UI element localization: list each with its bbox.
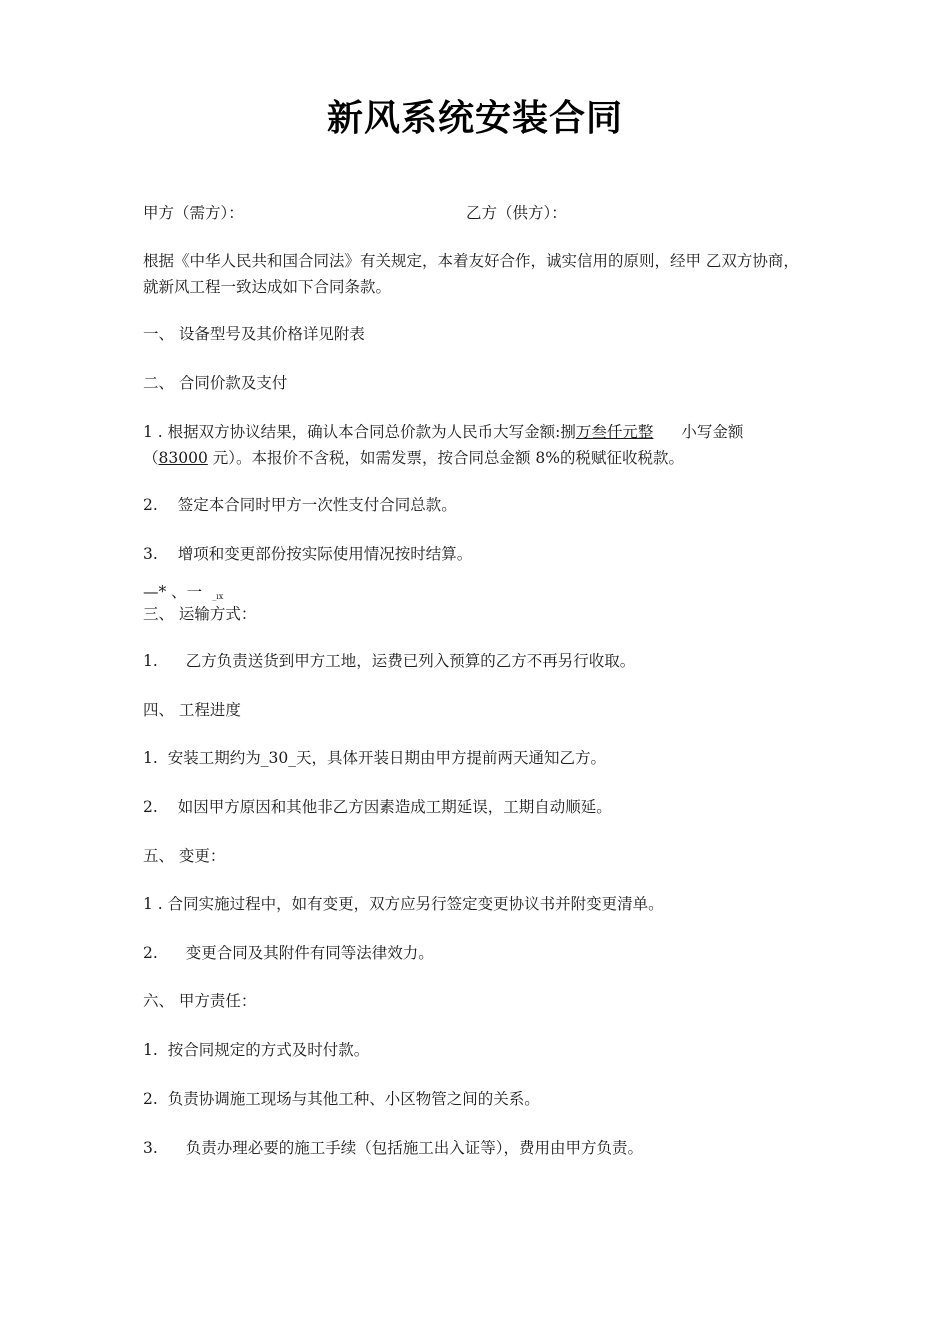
clause-4-1 — [143, 745, 606, 771]
clause-2-1-tail: 元）。本报价不含税，如需发票，按合同总金额 8%的税赋征收税款。 — [207, 449, 685, 467]
clause-3-1 — [143, 648, 635, 674]
clause-number: 1. — [143, 1041, 158, 1059]
section-5-heading: 五、 变更： — [143, 847, 226, 865]
intro-paragraph: 根据《中华人民共和国合同法》有关规定，本着友好合作，诚实信用的原则，经甲 乙双方协商，就新风工程一致达成如下合同条款。 — [143, 252, 799, 296]
clause-number: 2. — [143, 944, 158, 962]
party-b-label: 乙方（供方）： — [466, 204, 567, 222]
party-a-label: 甲方（需方）： — [143, 204, 244, 222]
clause-text: 变更合同及其附件有同等法律效力。 — [185, 944, 434, 962]
clause-6-2 — [143, 1086, 540, 1112]
artifact-text: —* 、一 — [143, 583, 203, 601]
section-3-heading: 三、 运输方式： — [143, 605, 257, 623]
amount-cn-lead: 捌 — [560, 423, 576, 441]
clause-number: 3. — [143, 545, 158, 563]
section-6-heading: 六、 甲方责任： — [143, 992, 257, 1010]
clause-6-1 — [143, 1037, 369, 1063]
clause-number: 2. — [143, 1090, 158, 1108]
clause-number: 3. — [143, 1139, 158, 1157]
clause-4-2 — [143, 794, 612, 820]
clause-2-3 — [143, 541, 472, 567]
clause-text: 乙方负责送货到甲方工地，运费已列入预算的乙方不再另行收取。 — [185, 652, 636, 670]
clause-text: 按合同规定的方式及时付款。 — [167, 1041, 370, 1059]
clause-number: 2. — [143, 496, 158, 514]
clause-number: 2. — [143, 798, 158, 816]
section-2-heading: 二、 合同价款及支付 — [143, 374, 288, 392]
clause-number: 1. — [143, 652, 158, 670]
artifact-small-text: _ıx — [212, 592, 224, 601]
clause-text: 如因甲方原因和其他非乙方因素造成工期延误，工期自动顺延。 — [177, 798, 612, 816]
clause-6-3 — [143, 1135, 643, 1161]
section-1-heading: 一、 设备型号及其价格详见附表 — [143, 325, 365, 343]
clause-2-1-text: 1 . 根据双方协议结果，确认本合同总价款为人民币大写金额: — [143, 423, 561, 441]
clause-5-1: 1 . 合同实施过程中，如有变更，双方应另行签定变更协议书并附变更清单。 — [143, 895, 664, 913]
small-amount-label: 小写金额 — [681, 423, 744, 441]
clause-text: 负责协调施工现场与其他工种、小区物管之间的关系。 — [167, 1090, 540, 1108]
amount-in-numbers: 83000 — [158, 449, 208, 467]
amount-in-words: 万叁仟元整 — [575, 423, 654, 441]
clause-text: 负责办理必要的施工手续（包括施工出入证等），费用由甲方负责。 — [185, 1139, 644, 1157]
clause-text: 增项和变更部份按实际使用情况按时结算。 — [177, 545, 473, 563]
clause-2-1-line-2 — [143, 445, 684, 471]
clause-text: 安装工期约为_30_天，具体开装日期由甲方提前两天通知乙方。 — [167, 749, 607, 767]
clause-text: 签定本合同时甲方一次性支付合同总款。 — [177, 496, 457, 514]
paren-open: （ — [143, 449, 159, 467]
section-4-heading: 四、 工程进度 — [143, 701, 241, 719]
clause-2-1-line-1 — [143, 419, 743, 445]
document-title: 新风系统安装合同 — [326, 97, 623, 139]
clause-number: 1. — [143, 749, 158, 767]
clause-5-2 — [143, 940, 434, 966]
clause-2-2 — [143, 492, 457, 518]
